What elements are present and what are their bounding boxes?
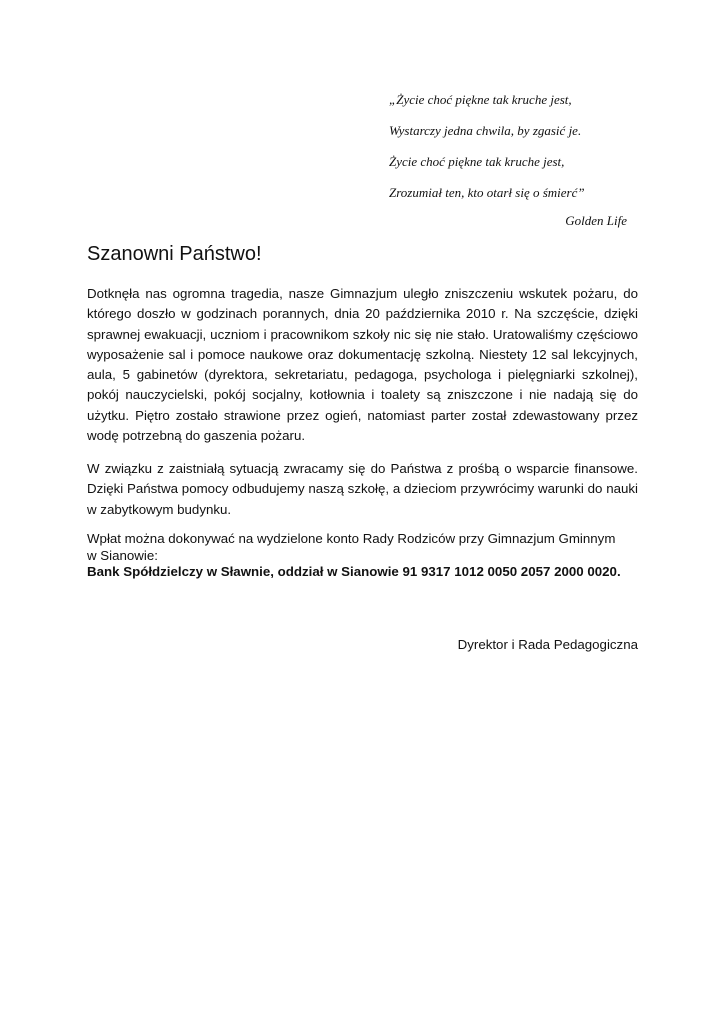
poem-epigraph — [389, 84, 639, 236]
poem-line-3: Życie choć piękne tak kruche jest, — [389, 154, 565, 169]
payment-location: w Sianowie: — [87, 547, 158, 563]
signature: Dyrektor i Rada Pedagogiczna — [457, 637, 638, 652]
poem-line-4: Zrozumiał ten, kto otarł się o śmierć” — [389, 185, 585, 200]
paragraph-payment — [87, 531, 638, 581]
paragraph-tragedy: Dotknęła nas ogromna tragedia, nasze Gimnazjum uległo zniszczeniu wskutek pożaru, do którego doszło w godzinach porannych, dnia 20 października 2010 r. Na szczęście, dzięki sprawnej ewakuacji, uczniom i pracownikom szkoły nic się nie stało. Uratowaliśmy częściowo wyposażenie sal i pomoce naukowe oraz dokumentację szkolną. Niestety 12 sal lekcyjnych, aula, 5 gabinetów (dyrektora, sekretariatu, pedagoga, psychologa i pielęgniarki szkolnej), pokój nauczycielski, pokój socjalny, kotłownia i toalety są zniszczone i nie nadają się do użytku. Piętro zostało strawione przez ogień, natomiast parter został zdewastowany przez wodę potrzebną do gaszenia pożaru. — [87, 286, 638, 444]
poem-line-2: Wystarczy jedna chwila, by zgasić je. — [389, 123, 582, 138]
poem-line-1: „Życie choć piękne tak kruche jest, — [389, 92, 572, 107]
payment-instruction: Wpłat można dokonywać na wydzielone konto Rady Rodziców przy Gimnazjum Gminnym — [87, 531, 616, 546]
poem-author: Golden Life — [565, 213, 627, 228]
paragraph-appeal: W związku z zaistniałą sytuacją zwracamy się do Państwa z prośbą o wsparcie finansowe. Dzięki Państwa pomocy odbudujemy naszą szkołę, a dzieciom przywrócimy warunki do nauki w zabytkowym budynku. — [87, 461, 638, 517]
salutation-heading: Szanowni Państwo! — [87, 243, 262, 265]
bank-account: Bank Spółdzielczy w Sławnie, oddział w Sianowie 91 9317 1012 0050 2057 2000 0020. — [87, 564, 621, 579]
